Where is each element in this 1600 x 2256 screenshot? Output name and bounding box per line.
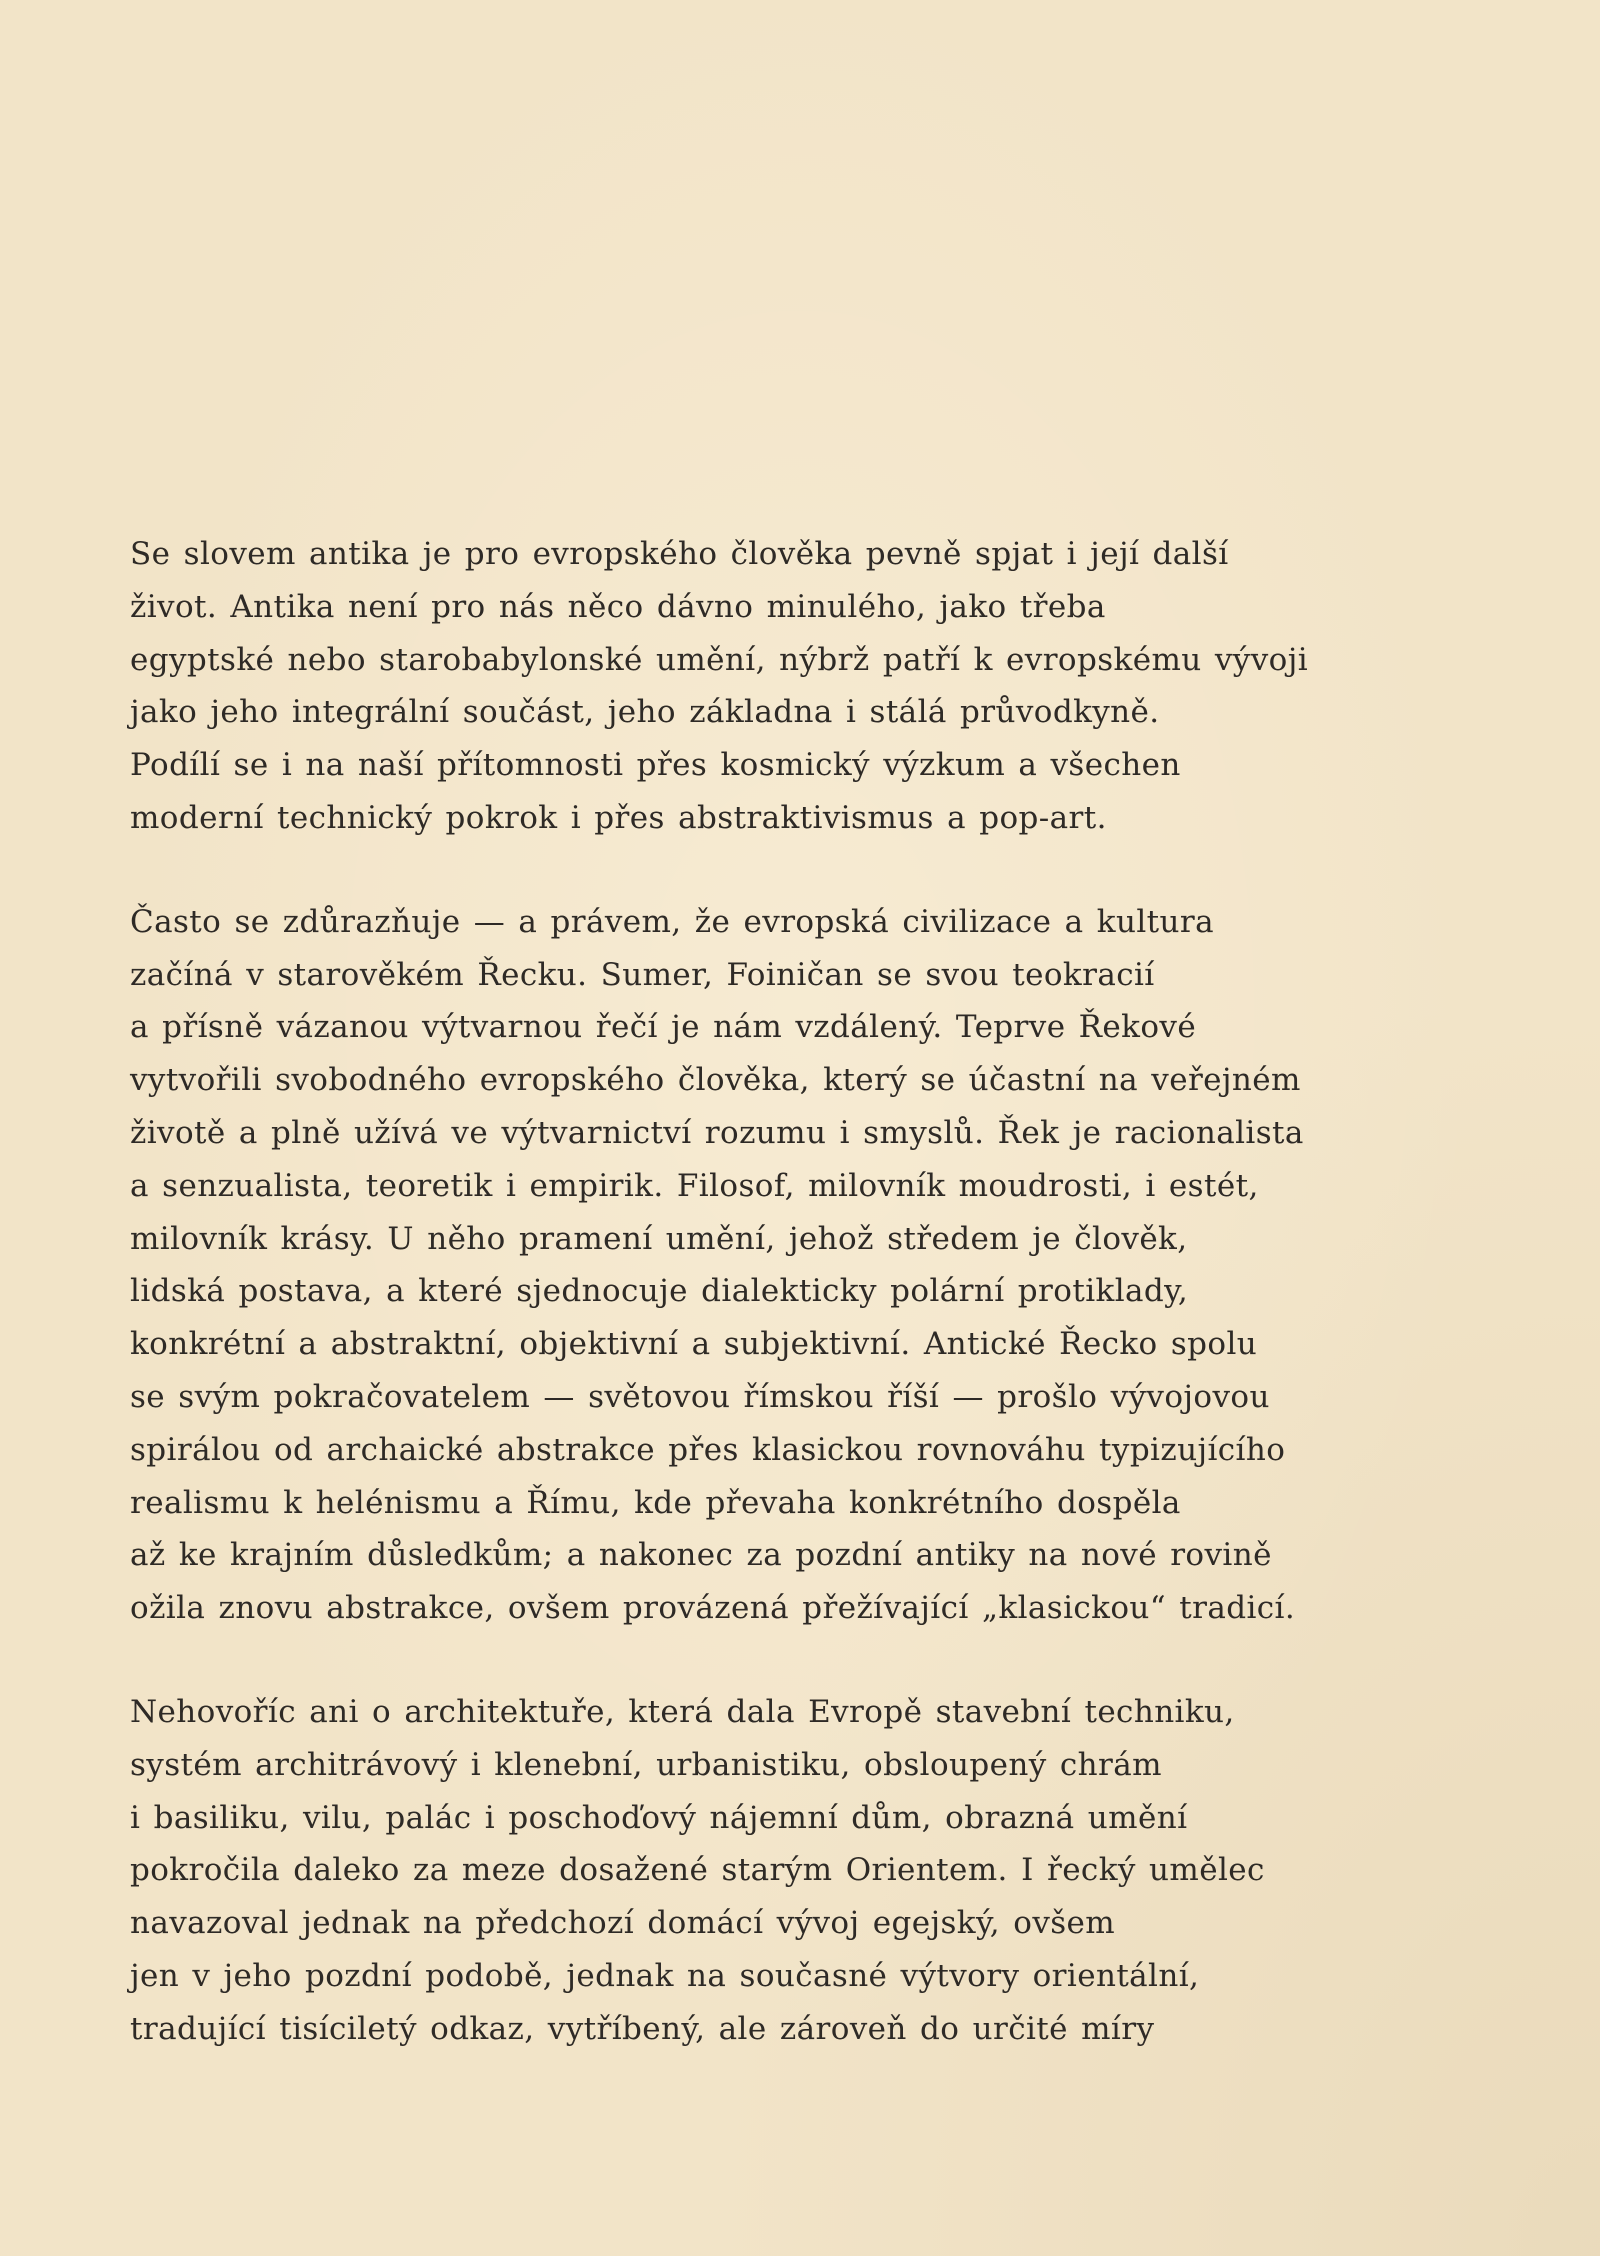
text-line: ožila znovu abstrakce, ovšem provázená přežívající „klasickou“ tradicí.	[130, 1590, 1296, 1627]
text-line: život. Antika není pro nás něco dávno minulého, jako třeba	[130, 588, 1106, 625]
text-line: egyptské nebo starobabylonské umění, nýbrž patří k evropskému vývoji	[130, 641, 1309, 678]
paragraph-2	[130, 896, 1510, 1635]
text-line: i basiliku, vilu, palác i poschoďový nájemní dům, obrazná umění	[130, 1799, 1188, 1836]
paragraph-1	[130, 528, 1510, 845]
text-line: životě a plně užívá ve výtvarnictví rozumu i smyslů. Řek je racionalista	[130, 1114, 1304, 1151]
body-text	[130, 528, 1510, 2107]
text-line: konkrétní a abstraktní, objektivní a subjektivní. Antické Řecko spolu	[130, 1326, 1258, 1363]
text-line: a senzualista, teoretik i empirik. Filosof, milovník moudrosti, i estét,	[130, 1167, 1259, 1204]
text-line: Se slovem antika je pro evropského člověka pevně spjat i její další	[130, 536, 1229, 572]
text-line: spirálou od archaické abstrakce přes klasickou rovnováhu typizujícího	[130, 1431, 1286, 1468]
text-line: Často se zdůrazňuje — a právem, že evropská civilizace a kultura	[130, 903, 1214, 940]
text-line: realismu k helénismu a Římu, kde převaha konkrétního dospěla	[130, 1484, 1181, 1521]
text-line: systém architrávový i klenební, urbanistiku, obsloupený chrám	[130, 1746, 1162, 1783]
text-line: moderní technický pokrok i přes abstraktivismus a pop-art.	[130, 799, 1107, 836]
text-line: lidská postava, a které sjednocuje dialekticky polární protiklady,	[130, 1273, 1189, 1310]
text-line: Podílí se i na naší přítomnosti přes kosmický výzkum a všechen	[130, 747, 1181, 784]
paragraph-3	[130, 1686, 1510, 2056]
text-line: navazoval jednak na předchozí domácí vývoj egejský, ovšem	[130, 1905, 1116, 1942]
text-line: začíná v starověkém Řecku. Sumer, Foiničan se svou teokracií	[130, 956, 1155, 993]
text-line: vytvořili svobodného evropského člověka, který se účastní na veřejném	[130, 1062, 1301, 1099]
text-line: pokročila daleko za meze dosažené starým Orientem. I řecký umělec	[130, 1852, 1265, 1889]
text-line: milovník krásy. U něho pramení umění, jehož středem je člověk,	[130, 1220, 1188, 1257]
text-line: a přísně vázanou výtvarnou řečí je nám vzdálený. Teprve Řekové	[130, 1009, 1197, 1046]
text-line: až ke krajním důsledkům; a nakonec za pozdní antiky na nové rovině	[130, 1537, 1272, 1574]
text-line: tradující tisíciletý odkaz, vytříbený, ale zároveň do určité míry	[130, 2010, 1155, 2047]
text-line: Nehovoříc ani o architektuře, která dala Evropě stavební techniku,	[130, 1693, 1235, 1730]
text-line: se svým pokračovatelem — světovou římskou říší — prošlo vývojovou	[130, 1378, 1270, 1415]
text-line: jako jeho integrální součást, jeho základna i stálá průvodkyně.	[130, 694, 1160, 731]
text-line: jen v jeho pozdní podobě, jednak na současné výtvory orientální,	[130, 1957, 1200, 1994]
